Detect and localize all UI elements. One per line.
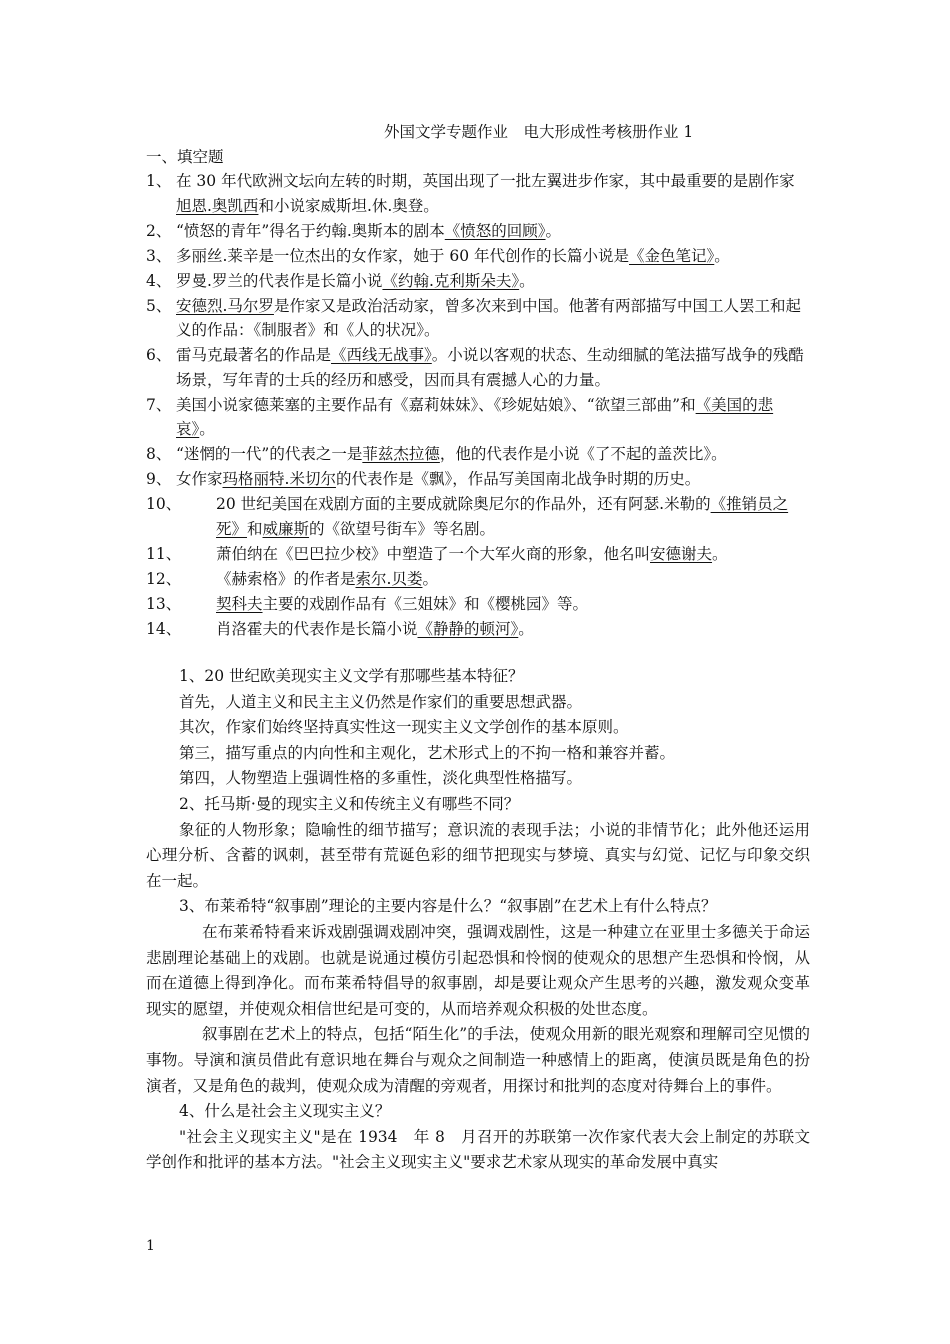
question-text: 。: [519, 271, 535, 290]
list-item: [146, 542, 810, 567]
question-text: 和: [247, 519, 263, 538]
question-text: 。: [518, 619, 534, 638]
question-text: 的《欲望号街车》等名剧。: [309, 519, 496, 538]
item-number: 12、: [146, 569, 182, 588]
list-item: [146, 467, 810, 492]
list-item: [146, 592, 810, 617]
item-number: 14、: [146, 619, 182, 638]
question-text: 多丽丝.莱辛是一位杰出的女作家，她于 60 年代创作的长篇小说是: [176, 246, 630, 265]
question-text: ，他的代表作是小说《了不起的盖茨比》。: [439, 445, 727, 463]
item-number: 3、: [146, 246, 172, 265]
item-text: [176, 393, 810, 442]
question-text: 在 30 年代欧洲文坛向左转的时期，英国出现了一批左翼进步作家，其中最重要的是剧作家: [176, 172, 795, 190]
answer-text: 《愤怒的回顾》: [444, 221, 546, 240]
page-number: 1: [146, 1238, 155, 1254]
question-text: 和小说家威斯坦.休.奥登。: [258, 196, 439, 215]
fill-in-list: [146, 169, 810, 642]
question-text: 雷马克最著名的作品是: [176, 346, 332, 364]
question-text: 。小说以客观的状态、生动细腻的笔法描写战争的残酷场景，写年青的士兵的经历和感受，因而具有震撼人心的力量。: [176, 346, 804, 389]
answer-text: 菲兹杰拉德: [362, 445, 440, 463]
question-text: 罗曼.罗兰的代表作是长篇小说: [176, 271, 383, 290]
answer-paragraph: 象征的人物形象；隐喻性的细节描写；意识流的表现手法；小说的非情节化；此外他还运用心理分析、含蓄的讽刺，甚至带有荒诞色彩的细节把现实与梦境、真实与幻觉、记忆与印象交织在一起。: [146, 820, 810, 890]
item-text: [216, 567, 810, 592]
answer-text: 《西线无战事》: [331, 346, 432, 364]
question-text: 。: [422, 569, 438, 588]
item-number: 13、: [146, 594, 182, 613]
answer-paragraph: 第三，描写重点的内向性和主观化，艺术形式上的不拘一格和兼容并蓄。: [179, 743, 676, 762]
answer-paragraph: "社会主义现实主义"是在 1934 年 8 月召开的苏联第一次作家代表大会上制定的苏联文学创作和批评的基本方法。"社会主义现实主义"要求艺术家从现实的革命发展中真实: [146, 1127, 810, 1172]
question-text: “愤怒的青年”得名于约翰.奥斯本的剧本: [176, 221, 445, 240]
list-item: [146, 492, 810, 541]
item-number: 1、: [146, 172, 172, 190]
list-item: [146, 442, 810, 467]
answer-paragraph: 第四，人物塑造上强调性格的多重性，淡化典型性格描写。: [179, 769, 583, 788]
question-text: 《赫索格》的作者是: [216, 569, 356, 588]
item-text: [176, 294, 810, 343]
question-text: 萧伯纳在《巴巴拉少校》中塑造了一个大军火商的形象，他名叫: [216, 544, 651, 563]
question-text: 。: [714, 246, 730, 265]
item-text: [216, 592, 810, 617]
item-text: [176, 244, 810, 269]
list-item: [146, 244, 810, 269]
list-item: [146, 269, 810, 294]
question-heading: 2、托马斯·曼的现实主义和传统主义有哪些不同？: [179, 794, 520, 813]
answer-paragraph: 在布莱希特看来诉戏剧强调戏剧冲突，强调戏剧性，这是一种建立在亚里士多德关于命运悲剧理论基础上的戏剧。也就是说通过模仿引起恐惧和怜悯的使观众的思想产生恐惧和怜悯，从而在道德上得到净化。而布莱希特倡导的叙事剧，却是要让观众产生思考的兴趣，激发观众变革现实的愿望，并使观众相信世纪是可变的，从而培养观众积极的处世态度。: [146, 922, 810, 1018]
item-number: 2、: [146, 221, 172, 240]
list-item: [146, 219, 810, 244]
answer-text: 《推销员之死》: [216, 495, 789, 538]
item-number: 8、: [146, 445, 172, 463]
answer-text: 安德谢夫: [650, 544, 713, 563]
question-text: 。: [712, 544, 728, 563]
question-text: “迷惘的一代”的代表之一是: [176, 445, 363, 463]
item-text: [176, 219, 810, 244]
question-text: 。: [199, 420, 215, 438]
answer-text: 《约翰.克利斯朵夫》: [382, 271, 520, 290]
list-item: [146, 343, 810, 392]
answer-text: 威廉斯: [262, 519, 310, 538]
item-text: [216, 617, 810, 642]
item-text: [176, 169, 810, 218]
answer-text: 安德烈.马尔罗: [176, 296, 274, 315]
item-number: 4、: [146, 271, 172, 290]
answer-paragraph: 首先，人道主义和民主主义仍然是作家们的重要思想武器。: [179, 692, 583, 711]
answer-text: 《美国的悲哀》: [176, 395, 774, 438]
item-text: [176, 343, 810, 392]
question-text: 女作家: [176, 470, 223, 488]
list-item: [146, 567, 810, 592]
item-number: 5、: [146, 296, 172, 315]
item-text: [176, 467, 810, 492]
item-number: 11、: [146, 544, 182, 563]
answer-text: 索尔.贝娄: [355, 569, 423, 588]
question-text: 是作家又是政治活动家，曾多次来到中国。他著有两部描写中国工人罢工和起义的作品：《制服者》和《人的状况》。: [176, 296, 801, 339]
item-number: 10、: [146, 495, 182, 513]
question-heading: 1、20 世纪欧美现实主义文学有那哪些基本特征？: [179, 667, 524, 685]
answer-text: 玛格丽特.米切尔: [222, 470, 336, 488]
question-text: 20 世纪美国在戏剧方面的主要成就除奥尼尔的作品外，还有阿瑟.米勒的: [216, 495, 711, 513]
item-number: 7、: [146, 395, 172, 414]
list-item: [146, 169, 810, 218]
question-heading: 4、什么是社会主义现实主义？: [179, 1102, 391, 1121]
item-text: [176, 269, 810, 294]
question-text: 。: [545, 221, 562, 240]
answer-text: 旭恩.奥凯西: [176, 196, 259, 215]
list-item: [146, 294, 810, 343]
answer-paragraph: 叙事剧在艺术上的特点，包括“陌生化”的手法，使观众用新的眼光观察和理解司空见惯的事物。导演和演员借此有意识地在舞台与观众之间制造一种感情上的距离，使演员既是角色的扮演者，又是角色的裁判，使观众成为清醒的旁观者，用探讨和批判的态度对待舞台上的事件。: [146, 1025, 810, 1095]
item-text: [176, 442, 810, 467]
answer-paragraph: 其次，作家们始终坚持真实性这一现实主义文学创作的基本原则。: [179, 718, 629, 737]
section-heading: 一、填空题: [146, 148, 224, 166]
question-text: 的代表作是《飘》，作品写美国南北战争时期的历史。: [335, 470, 701, 488]
question-heading: 3、布莱希特“叙事剧”理论的主要内容是什么？“叙事剧”在艺术上有什么特点？: [179, 897, 717, 916]
list-item: [146, 617, 810, 642]
answer-text: 《金色笔记》: [629, 246, 715, 265]
essay-section: [146, 664, 810, 1176]
item-number: 9、: [146, 470, 172, 488]
question-text: 肖洛霍夫的代表作是长篇小说: [216, 619, 418, 638]
item-number: 6、: [146, 346, 172, 364]
answer-text: 契科夫: [216, 594, 263, 613]
item-text: [216, 542, 810, 567]
question-text: 美国小说家德莱塞的主要作品有《嘉莉妹妹》、《珍妮姑娘》、“欲望三部曲”和: [176, 395, 696, 414]
answer-text: 《静静的顿河》: [417, 619, 519, 638]
list-item: [146, 393, 810, 442]
item-text: [216, 492, 810, 541]
page-title: 外国文学专题作业 电大形成性考核册作业 1: [384, 123, 694, 141]
question-text: 主要的戏剧作品有《三姐妹》和《樱桃园》等。: [262, 594, 589, 613]
